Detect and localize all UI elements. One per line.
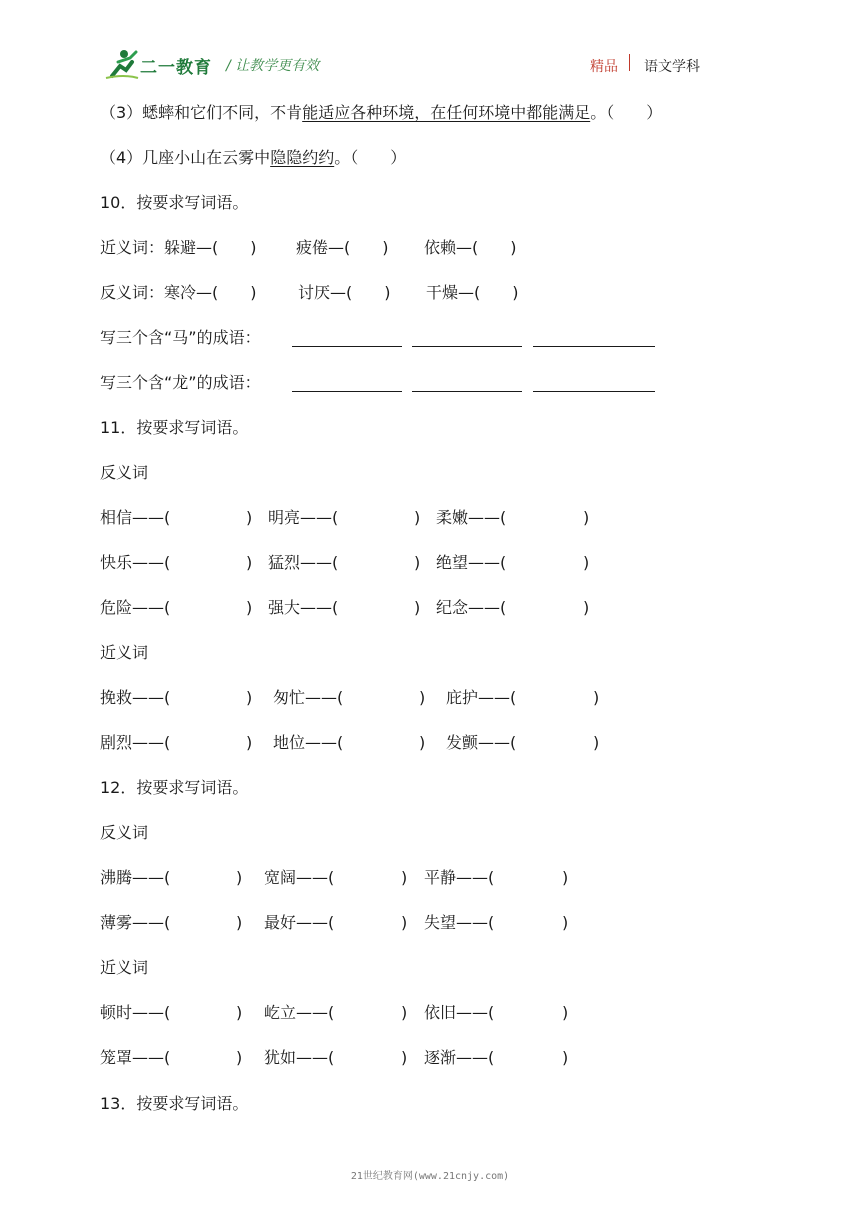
q11-syn-close: ) (593, 688, 600, 707)
q12-antonym-label: 反义词 (100, 823, 149, 842)
q10-syn-1[interactable]: 近义词：躲避—( ) (100, 238, 257, 257)
q12-syn-close: ) (236, 1003, 243, 1022)
q9-3-text: （3）蟋蟀和它们不同，不肯 (100, 103, 303, 122)
q11-ant-item[interactable]: 危险——( (100, 598, 171, 617)
q12-syn-item[interactable]: 屹立——( (264, 1003, 335, 1022)
q12-ant-item[interactable]: 宽阔——( (264, 868, 335, 887)
subject-label: 语文学科 (644, 59, 700, 75)
q11-syn-close: ) (246, 688, 253, 707)
q11-antonym-label: 反义词 (100, 463, 149, 482)
q12-syn-close: ) (562, 1003, 569, 1022)
q10-syn-2[interactable]: 疲倦—( ) (296, 238, 389, 257)
brand-label: 精品 (590, 59, 618, 75)
q11-ant-close: ) (583, 553, 590, 572)
question-13-title: 13．按要求写词语。 (100, 1094, 249, 1113)
q12-syn-close: ) (236, 1048, 243, 1067)
answer-blank[interactable] (533, 378, 655, 392)
q12-ant-close: ) (236, 868, 243, 887)
q12-ant-close: ) (562, 913, 569, 932)
q12-ant-close: ) (236, 913, 243, 932)
q11-ant-close: ) (246, 598, 253, 617)
q10-dragon-label: 写三个含“龙”的成语： (100, 373, 261, 392)
q11-ant-item[interactable]: 纪念——( (436, 598, 507, 617)
q11-syn-item[interactable]: 挽救——( (100, 688, 171, 707)
page-header (0, 0, 860, 90)
q11-syn-item[interactable]: 剧烈——( (100, 733, 171, 752)
q12-ant-item[interactable]: 平静——( (424, 868, 495, 887)
question-10-title: 10．按要求写词语。 (100, 193, 249, 212)
q11-syn-item[interactable]: 庇护——( (446, 688, 517, 707)
answer-blank[interactable] (412, 333, 522, 347)
q10-dragon-idioms (100, 373, 261, 393)
q12-syn-item[interactable]: 顿时——( (100, 1003, 171, 1022)
question-12-title: 12．按要求写词语。 (100, 778, 249, 797)
q11-syn-item[interactable]: 发颤——( (446, 733, 517, 752)
q12-ant-item[interactable]: 薄雾——( (100, 913, 171, 932)
page-footer: 21世纪教育网(www.21cnjy.com) (350, 1171, 510, 1182)
q12-syn-item[interactable]: 逐渐——( (424, 1048, 495, 1067)
q12-ant-close: ) (562, 868, 569, 887)
q10-ant-1[interactable]: 反义词：寒冷—( ) (100, 283, 257, 302)
q11-ant-close: ) (414, 598, 421, 617)
q11-syn-item[interactable]: 地位——( (273, 733, 344, 752)
q11-syn-close: ) (593, 733, 600, 752)
question-9-3 (100, 103, 662, 123)
q10-ant-2[interactable]: 讨厌—( ) (298, 283, 391, 302)
q11-synonym-label: 近义词 (100, 643, 149, 662)
question-11-title: 11．按要求写词语。 (100, 418, 249, 437)
q10-horse-label: 写三个含“马”的成语： (100, 328, 261, 347)
q11-ant-item[interactable]: 明亮——( (268, 508, 339, 527)
q10-syn-3[interactable]: 依赖—( ) (424, 238, 517, 257)
q9-3-answer[interactable]: 。（ ） (590, 103, 663, 122)
q11-ant-item[interactable]: 强大——( (268, 598, 339, 617)
q11-syn-close: ) (246, 733, 253, 752)
q12-syn-close: ) (562, 1048, 569, 1067)
logo-text: 二一教育 (140, 58, 212, 78)
header-separator (629, 54, 630, 71)
q12-synonym-label: 近义词 (100, 958, 149, 977)
q11-ant-item[interactable]: 柔嫩——( (436, 508, 507, 527)
answer-blank[interactable] (412, 378, 522, 392)
q11-syn-close: ) (419, 688, 426, 707)
q12-syn-close: ) (401, 1048, 408, 1067)
q12-ant-item[interactable]: 最好——( (264, 913, 335, 932)
q11-ant-close: ) (583, 508, 590, 527)
q12-syn-item[interactable]: 笼罩——( (100, 1048, 171, 1067)
q9-4-underlined: 隐隐约约 (270, 148, 335, 167)
answer-blank[interactable] (292, 378, 402, 392)
q11-ant-close: ) (414, 508, 421, 527)
q12-ant-item[interactable]: 沸腾——( (100, 868, 171, 887)
q11-ant-close: ) (246, 508, 253, 527)
q11-ant-item[interactable]: 相信——( (100, 508, 171, 527)
q10-horse-idioms (100, 328, 261, 348)
question-9-4 (100, 148, 406, 168)
q12-syn-close: ) (401, 1003, 408, 1022)
q11-syn-close: ) (419, 733, 426, 752)
q11-ant-item[interactable]: 快乐——( (100, 553, 171, 572)
q12-ant-close: ) (401, 913, 408, 932)
q11-ant-close: ) (246, 553, 253, 572)
q12-ant-close: ) (401, 868, 408, 887)
answer-blank[interactable] (292, 333, 402, 347)
q11-syn-item[interactable]: 匆忙——( (273, 688, 344, 707)
slogan: / 让教学更有效 (226, 58, 320, 74)
q11-ant-item[interactable]: 绝望——( (436, 553, 507, 572)
q11-ant-close: ) (414, 553, 421, 572)
q12-syn-item[interactable]: 依旧——( (424, 1003, 495, 1022)
q11-ant-item[interactable]: 猛烈——( (268, 553, 339, 572)
q12-ant-item[interactable]: 失望——( (424, 913, 495, 932)
q9-4-text: （4）几座小山在云雾中 (100, 148, 271, 167)
q11-ant-close: ) (583, 598, 590, 617)
q10-ant-3[interactable]: 干燥—( ) (426, 283, 519, 302)
q9-4-answer[interactable]: 。（ ） (334, 148, 407, 167)
answer-blank[interactable] (533, 333, 655, 347)
q9-3-underlined: 能适应各种环境，在任何环境中都能满足 (302, 103, 591, 122)
q12-syn-item[interactable]: 犹如——( (264, 1048, 335, 1067)
